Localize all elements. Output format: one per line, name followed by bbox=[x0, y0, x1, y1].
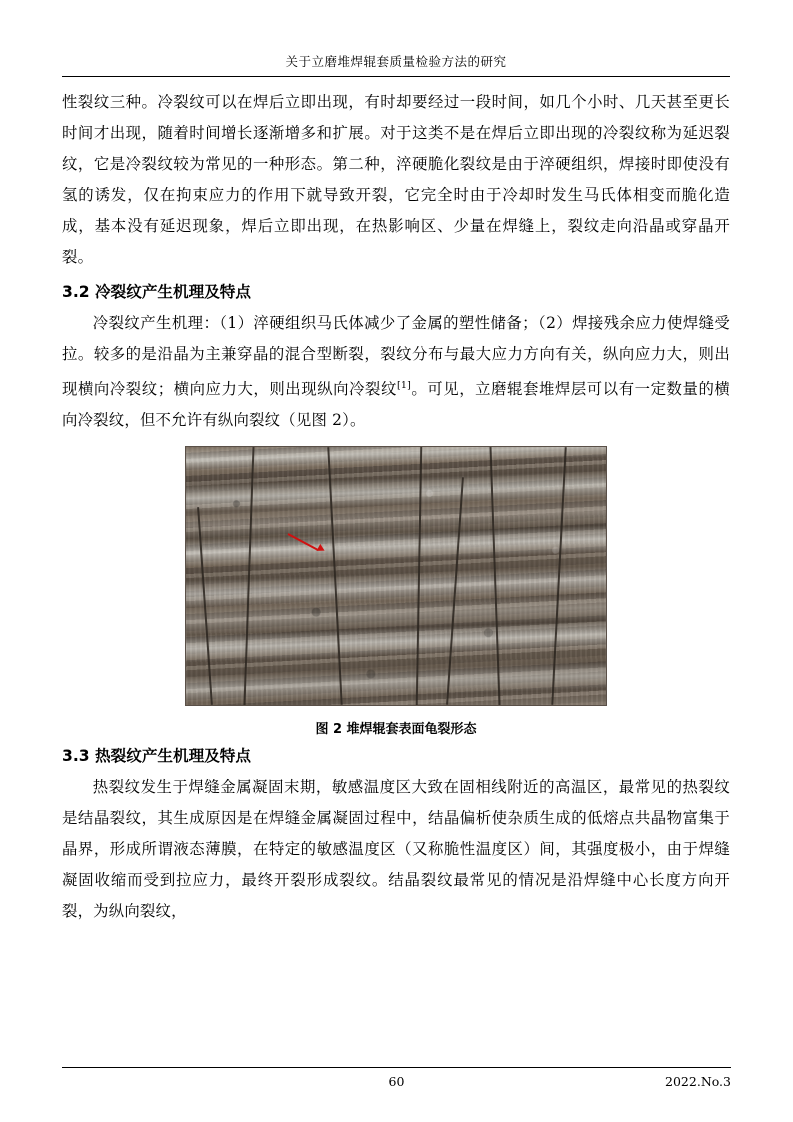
page-footer bbox=[62, 1067, 731, 1094]
heading-3-3: 3.3 热裂纹产生机理及特点 bbox=[62, 747, 251, 766]
header-rule bbox=[62, 76, 730, 77]
paragraph-cold-crack-types: 性裂纹三种。冷裂纹可以在焊后立即出现，有时却要经过一段时间，如几个小时、几天甚至更长时间才出现，随着时间增长逐渐增多和扩展。对于这类不是在焊后立即出现的冷裂纹称为延迟裂纹，它是冷裂纹较为常见的一种形态。第二种，淬硬脆化裂纹是由于淬硬组织，焊接时即使没有氢的诱发，仅在拘束应力的作用下就导致开裂，它完全时由于冷却时发生马氏体相变而脆化造成，基本没有延迟现象，焊后立即出现，在热影响区、少量在焊缝上，裂纹走向沿晶或穿晶开裂。 bbox=[62, 93, 730, 266]
running-head: 关于立磨堆焊辊套质量检验方法的研究 bbox=[285, 54, 507, 69]
figure-2-image bbox=[185, 446, 607, 706]
page-number: 60 bbox=[388, 1074, 405, 1089]
paragraph-cold-crack-mechanism-part-a: 冷裂纹产生机理：（1）淬硬组织马氏体减少了金属的塑性储备；（2）焊接残余应力使焊缝受拉。较多的是沿晶为主兼穿晶的混合型断裂，裂纹分布与最大应力方向有关，纵向应力大，则出现横向冷裂纹；横向应力大，则出现纵向冷裂纹 bbox=[62, 314, 730, 399]
reference-marker: [1] bbox=[396, 380, 411, 391]
footer-row bbox=[62, 1074, 731, 1094]
figure-2 bbox=[62, 446, 730, 737]
paragraph-cold-crack-mechanism bbox=[62, 308, 730, 436]
issue-label: 2022.No.3 bbox=[665, 1074, 731, 1089]
footer-rule bbox=[62, 1067, 731, 1068]
paragraph-cold-crack-mechanism-part-b: 。可见，立磨辊套堆焊层可以有一定数量的横向冷裂纹，但不允许有纵向裂纹（见图 2）。 bbox=[62, 380, 730, 430]
heading-3-2: 3.2 冷裂纹产生机理及特点 bbox=[62, 283, 251, 301]
page-content bbox=[62, 52, 730, 927]
figure-2-caption: 图 2 堆焊辊套表面龟裂形态 bbox=[315, 722, 477, 738]
paragraph-hot-crack-mechanism: 热裂纹发生于焊缝金属凝固末期，敏感温度区大致在固相线附近的高温区，最常见的热裂纹是结晶裂纹，其生成原因是在焊缝金属凝固过程中，结晶偏析使杂质生成的低熔点共晶物富集于晶界，形成所谓液态薄膜，在特定的敏感温度区（又称脆性温度区）间，其强度极小，由于焊缝凝固收缩而受到拉应力，最终开裂形成裂纹。结晶裂纹最常见的情况是沿焊缝中心长度方向开裂，为纵向裂纹， bbox=[62, 778, 730, 921]
